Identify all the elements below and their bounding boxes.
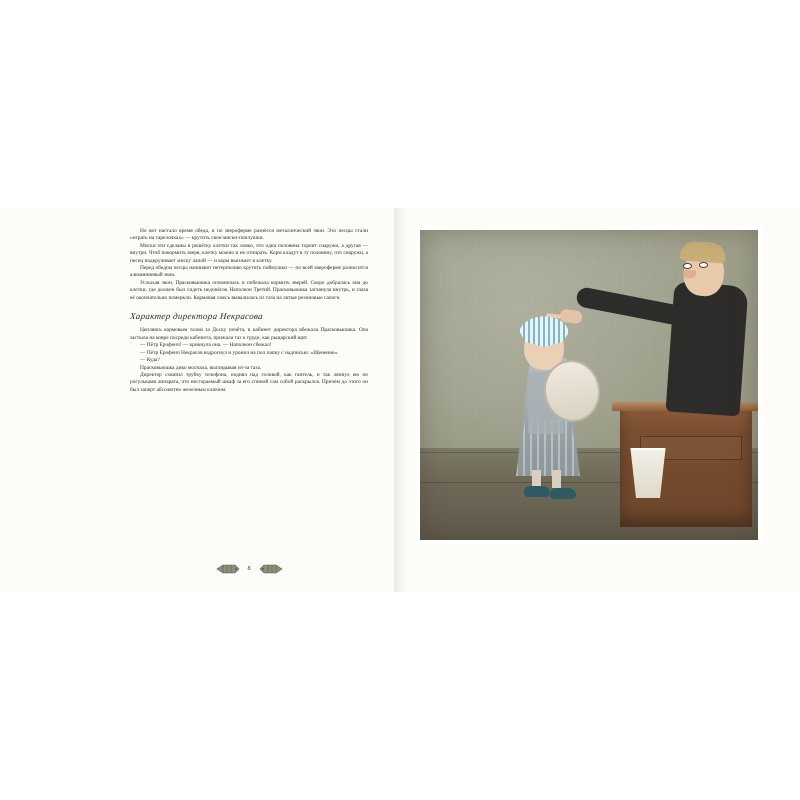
book-spread: [0, 208, 800, 592]
paragraph: — Пётр Ерофеич Некрасов вздрогнул и уронил на пол папку с надписью: «Щенение».: [140, 349, 339, 356]
paragraph: Перед обедом песцы начинают нетерпеливо крутить поймушки — по всей звероферме разносится алюминиевый звон.: [130, 265, 368, 279]
folio: [130, 564, 368, 574]
page-number: 8: [247, 566, 251, 572]
paragraph: Прасковьюшка дико молчала, выглядывая из-за таза.: [140, 364, 262, 371]
rubber-boot: [524, 486, 550, 497]
paragraph: Цепляясь кормовым тазом за Доску почёта, в кабинет директора вбежала Прасковьюшка. Она застыла на ковре посреди кабинета, прижала таз к груди, как рыцарский щит.: [130, 327, 368, 341]
paragraph: Но вот настало время обеда, и по звероферме разнёсся металлический звон. Это песцы стали «играть на тарелочках» — крутить свои миски-поилушки.: [130, 228, 368, 242]
illustration: [420, 230, 758, 540]
rubber-boot: [550, 488, 576, 499]
left-page: [0, 208, 400, 592]
director-eye: [683, 263, 692, 269]
body-text-column: [130, 228, 368, 394]
right-page: [400, 208, 800, 592]
director-eye: [699, 262, 708, 268]
paragraph: Услыхав звон, Прасковьюшка опомнилась и побежала кормить зверей. Скоро добралась она до клетки, где должен был сидеть недопёсок Наполеон Третий. Прасковьюшка заглянула внутрь, и глаза её окончательно померкли. Кормовая смесь вывалилась из таза на литые резиновые сапоги.: [130, 279, 368, 301]
paragraph: Директор схватил трубку телефона, поднял над головой, как гантель, и так ляпнул ею по рогульками аппарата, что несгораемый шкаф за его спиной сам собой раскрылся. Причём до этого он был заперт абсолютно железным ключом.: [130, 371, 368, 393]
paragraph: — Пётр Ерофеич! — крикнула она. — Наполеон сбежал!: [140, 342, 272, 349]
fish-ornament-right-icon: [258, 564, 284, 574]
illustration-frame: [416, 226, 762, 544]
paragraph: — Куда?: [140, 357, 160, 364]
fish-ornament-left-icon: [215, 564, 241, 574]
woman-leg: [552, 470, 561, 488]
director-body: [666, 282, 749, 417]
section-heading: Характер директора Некрасова: [129, 311, 264, 322]
director-nose: [683, 270, 696, 278]
paragraph: Миски эти сделаны в решётку клетки так ловко, что одна половина торчит снаружи, а другая — внутри. Чтоб покормить зверя, клетку можно и не отпирать. Корм кладут в ту половину, что снаружи, а песец подкручивает миску лапой — и корм въезжает в клетку.: [130, 242, 368, 264]
